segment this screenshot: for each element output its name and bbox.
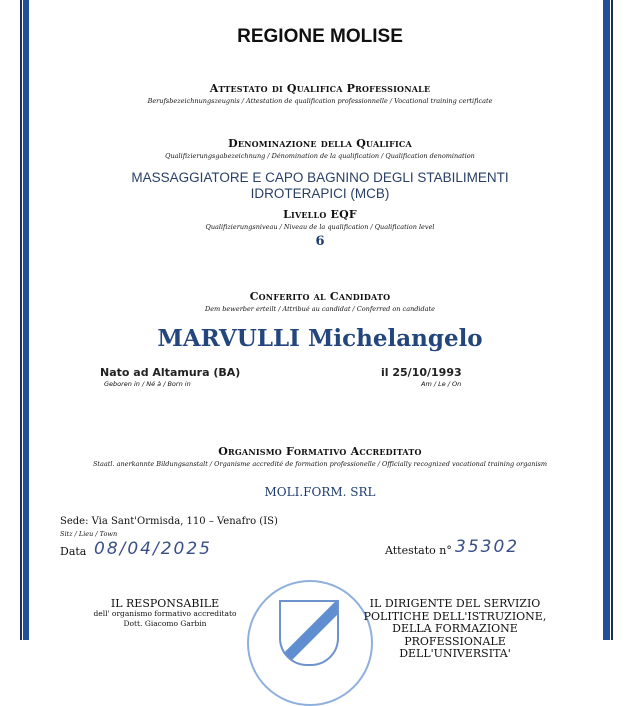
candidate-name: MARVULLI Michelangelo [157,325,483,352]
left-signature-block [80,598,250,629]
birthplace: Nato ad Altamura (BA) [100,366,241,379]
qualification-line: IDROTERAPICI (MCB) [250,186,390,201]
organism-name: MOLI.FORM. SRL [264,485,376,499]
organism-heading: Organismo Formativo Accreditato [218,445,422,458]
border-band [603,0,610,640]
certificate-number-value: 35302 [455,537,520,557]
organism-seat-subtitle: Sitz / Lieu / Town [60,530,118,538]
birthdate-subtitle: Am / Le / On [421,380,462,388]
eqf-value: 6 [315,234,325,249]
molise-shield-icon [279,600,339,666]
certificate-heading: Attestato di Qualifica Professionale [209,82,431,95]
certificate-subtitle: Berufsbezeichnungszeugnis / Attestation de qualification professionnelle / Vocational training certificate [147,97,493,105]
eqf-subtitle: Qualifizierungsniveau / Niveau de la qualification / Qualification level [205,223,435,231]
right-sign-line: IL DIRIGENTE DEL SERVIZIO [369,597,541,610]
page-title: REGIONE MOLISE [237,26,403,47]
date-value: 08/04/2025 [94,539,212,559]
right-signature-block [355,598,555,661]
border-line [20,0,22,640]
certificate-number-label: Attestato n° [385,544,452,557]
border-line [611,0,613,640]
qualification-line: MASSAGGIATORE E CAPO BAGNINO DEGLI STABILIMENTI [131,170,509,185]
organism-seat: Sede: Via Sant'Ormisda, 110 – Venafro (IS) [60,516,278,527]
eqf-heading: Livello EQF [283,208,357,221]
candidate-subtitle: Dem bewerber erteilt / Attribué au candidat / Conferred on candidate [204,305,435,313]
left-sign-role: dell' organismo formativo accreditato [93,609,237,618]
qualification-subtitle: Qualifizierungsgabezeichnung / Dénomination de la qualification / Qualification denomination [165,152,475,160]
right-sign-line: POLITICHE DELL'ISTRUZIONE, [363,609,547,623]
right-sign-line: PROFESSIONALE DELL'UNIVERSITA' [399,634,511,660]
candidate-heading: Conferito al Candidato [249,290,391,303]
right-sign-line: DELLA FORMAZIONE [392,622,518,635]
left-sign-title: IL RESPONSABILE [110,597,220,610]
birthdate: il 25/10/1993 [381,366,462,379]
date-label: Data [60,545,87,558]
left-sign-name: Dott. Giacomo Garbin [123,619,207,628]
qualification-heading: Denominazione della Qualifica [228,137,412,150]
border-band [23,0,29,640]
birthplace-subtitle: Geboren in / Né à / Born in [104,380,191,388]
qualification-name [0,170,640,202]
organism-subtitle: Staatl. anerkannte Bildungsanstalt / Organisme accredité de formation professionelle / Officially recognized vocational training organism [92,460,548,468]
